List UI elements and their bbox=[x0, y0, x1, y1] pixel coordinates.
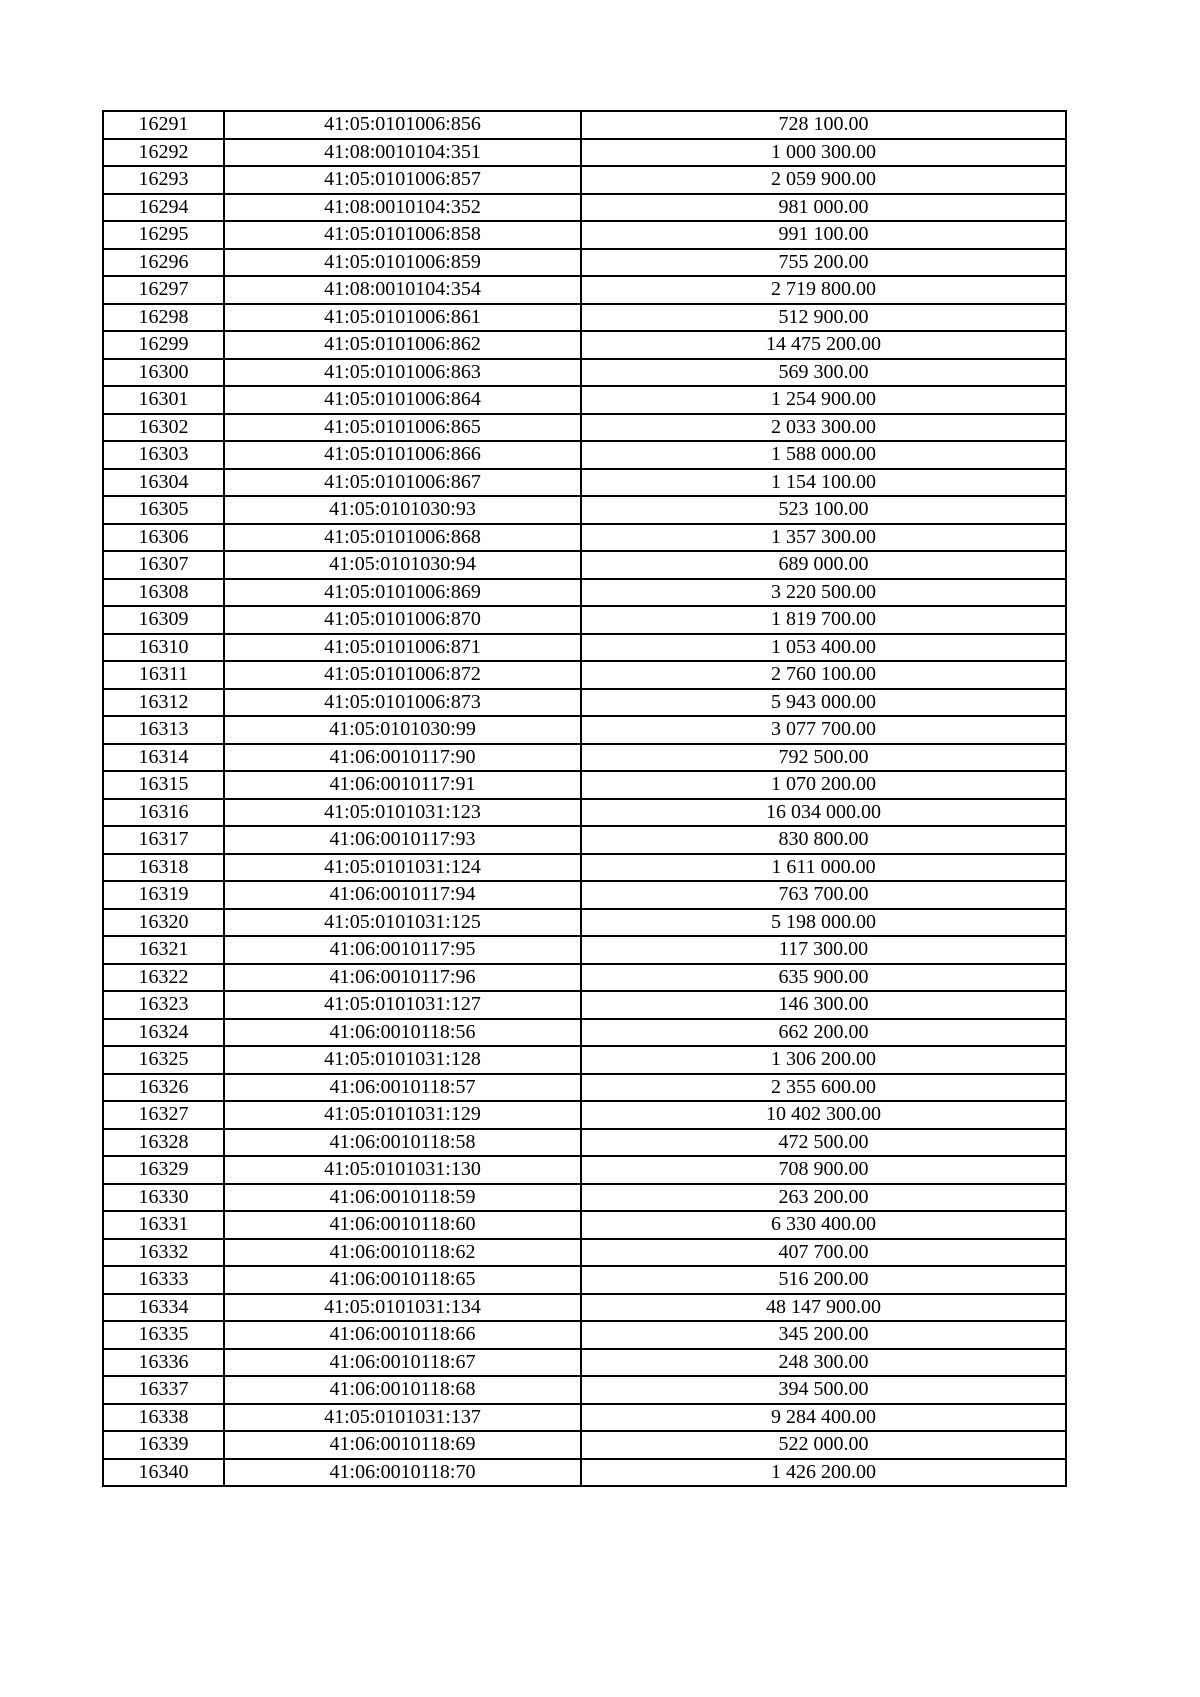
table-row bbox=[103, 936, 1066, 964]
row-number-cell: 16291 bbox=[103, 111, 224, 139]
table-row bbox=[103, 551, 1066, 579]
cadastral-value-cell: 1 154 100.00 bbox=[581, 469, 1066, 497]
cadastral-number-cell: 41:06:0010117:93 bbox=[224, 826, 581, 854]
table-row bbox=[103, 1184, 1066, 1212]
cadastral-value-cell: 472 500.00 bbox=[581, 1129, 1066, 1157]
table-row bbox=[103, 771, 1066, 799]
row-number-cell: 16312 bbox=[103, 689, 224, 717]
row-number-cell: 16307 bbox=[103, 551, 224, 579]
cadastral-value-cell: 728 100.00 bbox=[581, 111, 1066, 139]
row-number-cell: 16334 bbox=[103, 1294, 224, 1322]
row-number-cell: 16293 bbox=[103, 166, 224, 194]
cadastral-value-cell: 10 402 300.00 bbox=[581, 1101, 1066, 1129]
cadastral-number-cell: 41:05:0101006:868 bbox=[224, 524, 581, 552]
row-number-cell: 16294 bbox=[103, 194, 224, 222]
row-number-cell: 16297 bbox=[103, 276, 224, 304]
table-row bbox=[103, 1349, 1066, 1377]
table-row bbox=[103, 1321, 1066, 1349]
table-row bbox=[103, 1376, 1066, 1404]
row-number-cell: 16303 bbox=[103, 441, 224, 469]
row-number-cell: 16328 bbox=[103, 1129, 224, 1157]
row-number-cell: 16335 bbox=[103, 1321, 224, 1349]
cadastral-number-cell: 41:05:0101006:866 bbox=[224, 441, 581, 469]
row-number-cell: 16327 bbox=[103, 1101, 224, 1129]
cadastral-value-cell: 2 355 600.00 bbox=[581, 1074, 1066, 1102]
cadastral-value-cell: 991 100.00 bbox=[581, 221, 1066, 249]
cadastral-number-cell: 41:05:0101006:857 bbox=[224, 166, 581, 194]
table-row bbox=[103, 991, 1066, 1019]
cadastral-number-cell: 41:05:0101006:867 bbox=[224, 469, 581, 497]
cadastral-number-cell: 41:05:0101006:865 bbox=[224, 414, 581, 442]
row-number-cell: 16324 bbox=[103, 1019, 224, 1047]
cadastral-value-cell: 1 254 900.00 bbox=[581, 386, 1066, 414]
table-row bbox=[103, 414, 1066, 442]
cadastral-number-cell: 41:06:0010118:58 bbox=[224, 1129, 581, 1157]
row-number-cell: 16318 bbox=[103, 854, 224, 882]
table-row bbox=[103, 1294, 1066, 1322]
table-row bbox=[103, 1074, 1066, 1102]
cadastral-number-cell: 41:06:0010118:68 bbox=[224, 1376, 581, 1404]
cadastral-number-cell: 41:08:0010104:354 bbox=[224, 276, 581, 304]
cadastral-number-cell: 41:05:0101006:873 bbox=[224, 689, 581, 717]
row-number-cell: 16301 bbox=[103, 386, 224, 414]
cadastral-number-cell: 41:05:0101006:858 bbox=[224, 221, 581, 249]
table-row bbox=[103, 826, 1066, 854]
cadastral-number-cell: 41:05:0101006:864 bbox=[224, 386, 581, 414]
table-row bbox=[103, 1019, 1066, 1047]
table-row bbox=[103, 524, 1066, 552]
table-row bbox=[103, 854, 1066, 882]
row-number-cell: 16338 bbox=[103, 1404, 224, 1432]
cadastral-value-cell: 522 000.00 bbox=[581, 1431, 1066, 1459]
cadastral-number-cell: 41:05:0101031:128 bbox=[224, 1046, 581, 1074]
row-number-cell: 16305 bbox=[103, 496, 224, 524]
row-number-cell: 16311 bbox=[103, 661, 224, 689]
table-row bbox=[103, 1266, 1066, 1294]
cadastral-number-cell: 41:06:0010118:59 bbox=[224, 1184, 581, 1212]
table-row bbox=[103, 469, 1066, 497]
row-number-cell: 16313 bbox=[103, 716, 224, 744]
cadastral-value-cell: 16 034 000.00 bbox=[581, 799, 1066, 827]
table-row bbox=[103, 881, 1066, 909]
cadastral-number-cell: 41:05:0101006:863 bbox=[224, 359, 581, 387]
cadastral-value-cell: 3 077 700.00 bbox=[581, 716, 1066, 744]
table-row bbox=[103, 304, 1066, 332]
row-number-cell: 16310 bbox=[103, 634, 224, 662]
cadastral-number-cell: 41:06:0010118:57 bbox=[224, 1074, 581, 1102]
cadastral-value-cell: 763 700.00 bbox=[581, 881, 1066, 909]
cadastral-number-cell: 41:05:0101006:861 bbox=[224, 304, 581, 332]
cadastral-value-cell: 1 426 200.00 bbox=[581, 1459, 1066, 1487]
cadastral-number-cell: 41:05:0101031:130 bbox=[224, 1156, 581, 1184]
cadastral-value-cell: 1 053 400.00 bbox=[581, 634, 1066, 662]
row-number-cell: 16298 bbox=[103, 304, 224, 332]
cadastral-value-cell: 981 000.00 bbox=[581, 194, 1066, 222]
cadastral-number-cell: 41:05:0101031:137 bbox=[224, 1404, 581, 1432]
cadastral-value-cell: 5 198 000.00 bbox=[581, 909, 1066, 937]
table-row bbox=[103, 139, 1066, 167]
cadastral-number-cell: 41:05:0101006:869 bbox=[224, 579, 581, 607]
table-row bbox=[103, 1101, 1066, 1129]
cadastral-number-cell: 41:05:0101006:859 bbox=[224, 249, 581, 277]
cadastral-value-cell: 117 300.00 bbox=[581, 936, 1066, 964]
cadastral-number-cell: 41:06:0010118:65 bbox=[224, 1266, 581, 1294]
row-number-cell: 16304 bbox=[103, 469, 224, 497]
table-row bbox=[103, 909, 1066, 937]
cadastral-number-cell: 41:06:0010118:56 bbox=[224, 1019, 581, 1047]
cadastral-number-cell: 41:05:0101031:124 bbox=[224, 854, 581, 882]
cadastral-number-cell: 41:05:0101006:856 bbox=[224, 111, 581, 139]
row-number-cell: 16340 bbox=[103, 1459, 224, 1487]
row-number-cell: 16323 bbox=[103, 991, 224, 1019]
cadastral-number-cell: 41:05:0101006:862 bbox=[224, 331, 581, 359]
cadastral-number-cell: 41:06:0010118:62 bbox=[224, 1239, 581, 1267]
table-row bbox=[103, 194, 1066, 222]
table-row bbox=[103, 359, 1066, 387]
cadastral-value-cell: 516 200.00 bbox=[581, 1266, 1066, 1294]
cadastral-number-cell: 41:06:0010118:70 bbox=[224, 1459, 581, 1487]
row-number-cell: 16320 bbox=[103, 909, 224, 937]
row-number-cell: 16339 bbox=[103, 1431, 224, 1459]
table-row bbox=[103, 661, 1066, 689]
cadastral-number-cell: 41:06:0010117:95 bbox=[224, 936, 581, 964]
table-row bbox=[103, 744, 1066, 772]
cadastral-number-cell: 41:05:0101030:99 bbox=[224, 716, 581, 744]
cadastral-number-cell: 41:05:0101031:125 bbox=[224, 909, 581, 937]
row-number-cell: 16317 bbox=[103, 826, 224, 854]
row-number-cell: 16299 bbox=[103, 331, 224, 359]
table-row bbox=[103, 1431, 1066, 1459]
cadastral-number-cell: 41:06:0010118:66 bbox=[224, 1321, 581, 1349]
cadastral-value-cell: 1 357 300.00 bbox=[581, 524, 1066, 552]
row-number-cell: 16295 bbox=[103, 221, 224, 249]
table-row bbox=[103, 496, 1066, 524]
cadastral-value-table bbox=[102, 110, 1067, 1487]
table-row bbox=[103, 634, 1066, 662]
cadastral-value-table-container bbox=[102, 110, 1067, 1487]
row-number-cell: 16336 bbox=[103, 1349, 224, 1377]
table-row bbox=[103, 606, 1066, 634]
row-number-cell: 16326 bbox=[103, 1074, 224, 1102]
cadastral-value-cell: 48 147 900.00 bbox=[581, 1294, 1066, 1322]
row-number-cell: 16337 bbox=[103, 1376, 224, 1404]
cadastral-value-cell: 248 300.00 bbox=[581, 1349, 1066, 1377]
table-row bbox=[103, 716, 1066, 744]
cadastral-value-cell: 1 588 000.00 bbox=[581, 441, 1066, 469]
cadastral-value-cell: 1 070 200.00 bbox=[581, 771, 1066, 799]
table-row bbox=[103, 1211, 1066, 1239]
cadastral-number-cell: 41:05:0101031:129 bbox=[224, 1101, 581, 1129]
row-number-cell: 16333 bbox=[103, 1266, 224, 1294]
table-row bbox=[103, 579, 1066, 607]
cadastral-number-cell: 41:06:0010117:91 bbox=[224, 771, 581, 799]
cadastral-value-cell: 3 220 500.00 bbox=[581, 579, 1066, 607]
row-number-cell: 16316 bbox=[103, 799, 224, 827]
cadastral-value-cell: 512 900.00 bbox=[581, 304, 1066, 332]
cadastral-value-cell: 689 000.00 bbox=[581, 551, 1066, 579]
row-number-cell: 16322 bbox=[103, 964, 224, 992]
cadastral-value-cell: 5 943 000.00 bbox=[581, 689, 1066, 717]
row-number-cell: 16300 bbox=[103, 359, 224, 387]
cadastral-value-cell: 635 900.00 bbox=[581, 964, 1066, 992]
cadastral-value-cell: 263 200.00 bbox=[581, 1184, 1066, 1212]
cadastral-number-cell: 41:05:0101006:871 bbox=[224, 634, 581, 662]
cadastral-value-cell: 1 306 200.00 bbox=[581, 1046, 1066, 1074]
cadastral-value-cell: 407 700.00 bbox=[581, 1239, 1066, 1267]
cadastral-number-cell: 41:06:0010117:90 bbox=[224, 744, 581, 772]
table-row bbox=[103, 166, 1066, 194]
cadastral-number-cell: 41:05:0101031:134 bbox=[224, 1294, 581, 1322]
cadastral-value-cell: 146 300.00 bbox=[581, 991, 1066, 1019]
table-row bbox=[103, 111, 1066, 139]
table-row bbox=[103, 386, 1066, 414]
cadastral-number-cell: 41:05:0101031:123 bbox=[224, 799, 581, 827]
table-row bbox=[103, 249, 1066, 277]
cadastral-value-cell: 569 300.00 bbox=[581, 359, 1066, 387]
table-row bbox=[103, 1459, 1066, 1487]
table-row bbox=[103, 1156, 1066, 1184]
table-row bbox=[103, 1239, 1066, 1267]
cadastral-number-cell: 41:06:0010117:94 bbox=[224, 881, 581, 909]
cadastral-number-cell: 41:06:0010118:60 bbox=[224, 1211, 581, 1239]
cadastral-value-cell: 523 100.00 bbox=[581, 496, 1066, 524]
table-row bbox=[103, 221, 1066, 249]
cadastral-value-cell: 1 000 300.00 bbox=[581, 139, 1066, 167]
cadastral-value-cell: 345 200.00 bbox=[581, 1321, 1066, 1349]
cadastral-value-cell: 14 475 200.00 bbox=[581, 331, 1066, 359]
row-number-cell: 16296 bbox=[103, 249, 224, 277]
cadastral-value-cell: 1 611 000.00 bbox=[581, 854, 1066, 882]
table-row bbox=[103, 689, 1066, 717]
cadastral-value-cell: 662 200.00 bbox=[581, 1019, 1066, 1047]
table-row bbox=[103, 331, 1066, 359]
row-number-cell: 16308 bbox=[103, 579, 224, 607]
cadastral-value-cell: 9 284 400.00 bbox=[581, 1404, 1066, 1432]
table-body bbox=[103, 111, 1066, 1486]
table-row bbox=[103, 441, 1066, 469]
table-row bbox=[103, 799, 1066, 827]
cadastral-value-cell: 2 719 800.00 bbox=[581, 276, 1066, 304]
cadastral-number-cell: 41:06:0010118:69 bbox=[224, 1431, 581, 1459]
row-number-cell: 16319 bbox=[103, 881, 224, 909]
row-number-cell: 16330 bbox=[103, 1184, 224, 1212]
row-number-cell: 16329 bbox=[103, 1156, 224, 1184]
row-number-cell: 16314 bbox=[103, 744, 224, 772]
cadastral-number-cell: 41:05:0101006:872 bbox=[224, 661, 581, 689]
cadastral-number-cell: 41:05:0101006:870 bbox=[224, 606, 581, 634]
cadastral-value-cell: 755 200.00 bbox=[581, 249, 1066, 277]
row-number-cell: 16325 bbox=[103, 1046, 224, 1074]
cadastral-value-cell: 1 819 700.00 bbox=[581, 606, 1066, 634]
table-row bbox=[103, 1129, 1066, 1157]
cadastral-value-cell: 830 800.00 bbox=[581, 826, 1066, 854]
cadastral-value-cell: 792 500.00 bbox=[581, 744, 1066, 772]
row-number-cell: 16302 bbox=[103, 414, 224, 442]
cadastral-number-cell: 41:06:0010117:96 bbox=[224, 964, 581, 992]
cadastral-value-cell: 2 760 100.00 bbox=[581, 661, 1066, 689]
row-number-cell: 16331 bbox=[103, 1211, 224, 1239]
cadastral-value-cell: 394 500.00 bbox=[581, 1376, 1066, 1404]
table-row bbox=[103, 276, 1066, 304]
cadastral-number-cell: 41:05:0101030:94 bbox=[224, 551, 581, 579]
cadastral-number-cell: 41:05:0101031:127 bbox=[224, 991, 581, 1019]
cadastral-number-cell: 41:08:0010104:352 bbox=[224, 194, 581, 222]
cadastral-number-cell: 41:05:0101030:93 bbox=[224, 496, 581, 524]
row-number-cell: 16292 bbox=[103, 139, 224, 167]
row-number-cell: 16315 bbox=[103, 771, 224, 799]
table-row bbox=[103, 1404, 1066, 1432]
cadastral-value-cell: 2 033 300.00 bbox=[581, 414, 1066, 442]
row-number-cell: 16309 bbox=[103, 606, 224, 634]
row-number-cell: 16306 bbox=[103, 524, 224, 552]
cadastral-number-cell: 41:08:0010104:351 bbox=[224, 139, 581, 167]
row-number-cell: 16321 bbox=[103, 936, 224, 964]
cadastral-value-cell: 2 059 900.00 bbox=[581, 166, 1066, 194]
table-row bbox=[103, 1046, 1066, 1074]
cadastral-number-cell: 41:06:0010118:67 bbox=[224, 1349, 581, 1377]
row-number-cell: 16332 bbox=[103, 1239, 224, 1267]
cadastral-value-cell: 708 900.00 bbox=[581, 1156, 1066, 1184]
cadastral-value-cell: 6 330 400.00 bbox=[581, 1211, 1066, 1239]
table-row bbox=[103, 964, 1066, 992]
